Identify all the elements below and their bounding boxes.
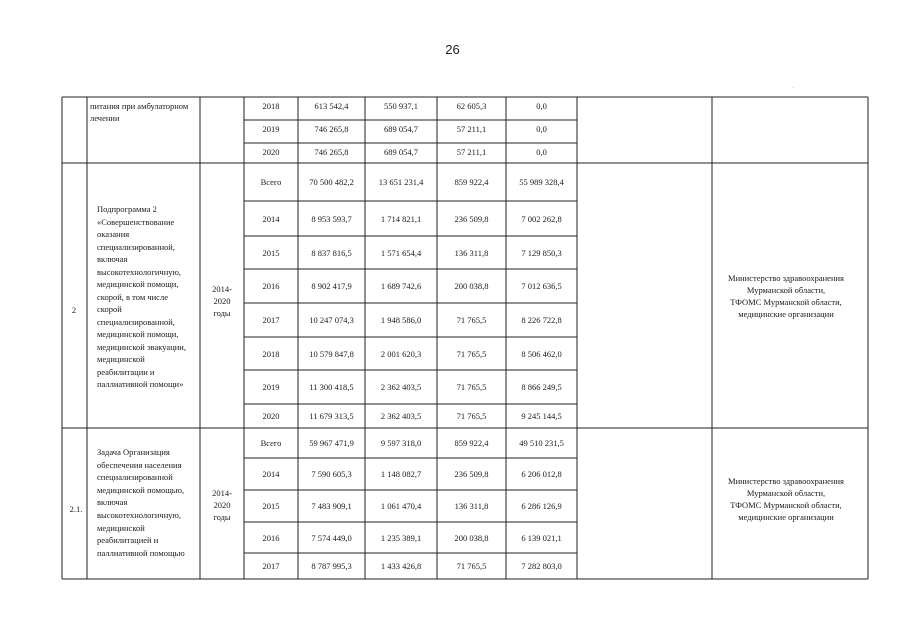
- task-name: [97, 446, 207, 559]
- subprogram-executor: [712, 272, 860, 320]
- regional-budget-cell: 1 689 742,6: [380, 281, 422, 291]
- text-line: специализированной: [97, 472, 173, 483]
- year-cell: Всего: [260, 438, 282, 448]
- year-cell: 2020: [262, 147, 280, 157]
- federal-budget-cell: 236 509,8: [454, 469, 489, 479]
- text-line: скорой, в том числе: [97, 291, 168, 302]
- tfoms-budget-cell: 7 012 636,5: [521, 281, 562, 291]
- total-cell: 746 265,8: [314, 124, 349, 134]
- federal-budget-cell: 57 211,1: [456, 124, 487, 134]
- text-line: Мурманской области,: [746, 488, 826, 498]
- tfoms-budget-cell: 8 226 722,8: [521, 315, 562, 325]
- total-cell: 8 902 417,9: [311, 281, 352, 291]
- tfoms-budget-cell: 0,0: [536, 124, 547, 134]
- text-line: медицинской помощи,: [97, 279, 179, 289]
- federal-budget-cell: 200 038,8: [454, 533, 489, 543]
- tfoms-budget-cell: 0,0: [536, 101, 547, 111]
- year-cell: 2016: [262, 281, 280, 291]
- text-line: 2020: [213, 500, 231, 510]
- text-line: включая: [97, 254, 128, 264]
- total-cell: 11 300 418,5: [309, 382, 354, 392]
- federal-budget-cell: 71 765,5: [456, 315, 487, 325]
- subprogram-name: [97, 203, 207, 391]
- text-line: включая: [97, 497, 128, 508]
- federal-budget-cell: 859 922,4: [454, 177, 489, 187]
- total-cell: 7 483 909,1: [311, 501, 352, 511]
- total-cell: 613 542,4: [314, 101, 349, 111]
- regional-budget-cell: 2 362 403,5: [380, 411, 422, 421]
- total-cell: 59 967 471,9: [309, 438, 354, 448]
- text-line: 2014-: [212, 488, 232, 498]
- year-cell: 2018: [262, 101, 280, 111]
- federal-budget-cell: 236 509,8: [454, 214, 489, 224]
- year-cell: 2014: [262, 214, 280, 224]
- federal-budget-cell: 57 211,1: [456, 147, 487, 157]
- subprogram-period: [201, 283, 243, 319]
- tfoms-budget-cell: 55 989 328,4: [519, 177, 564, 187]
- federal-budget-cell: 200 038,8: [454, 281, 489, 291]
- total-cell: 8 953 593,7: [311, 214, 352, 224]
- regional-budget-cell: 1 948 586,0: [380, 315, 422, 325]
- year-cell: 2019: [262, 382, 280, 392]
- regional-budget-cell: 1 433 426,8: [380, 561, 422, 571]
- tfoms-budget-cell: 7 282 803,0: [521, 561, 562, 571]
- total-cell: 746 265,8: [314, 147, 349, 157]
- text-line: 2014-: [212, 284, 232, 294]
- text-line: специализированной,: [97, 316, 175, 327]
- text-line: медицинские организации: [738, 512, 834, 522]
- text-line: Задача Организация: [97, 447, 170, 457]
- total-cell: 10 579 847,8: [309, 349, 354, 359]
- total-cell: 7 574 449,0: [311, 533, 352, 543]
- task-executor: [712, 475, 860, 523]
- federal-budget-cell: 71 765,5: [456, 382, 487, 392]
- text-line: высокотехнологичную,: [97, 266, 181, 277]
- federal-budget-cell: 71 765,5: [456, 349, 487, 359]
- text-line: реабилитации и: [97, 366, 155, 377]
- text-line: медицинской: [97, 522, 145, 533]
- text-line: 2020: [213, 296, 231, 306]
- total-cell: 70 500 482,2: [309, 177, 354, 187]
- text-line: медицинской помощи,: [97, 329, 179, 339]
- year-cell: Всего: [260, 177, 282, 187]
- total-cell: 11 679 313,5: [309, 411, 354, 421]
- regional-budget-cell: 550 937,1: [384, 101, 418, 111]
- regional-budget-cell: 1 148 082,7: [380, 469, 422, 479]
- text-line: годы: [213, 512, 231, 522]
- total-cell: 10 247 074,3: [309, 315, 354, 325]
- federal-budget-cell: 859 922,4: [454, 438, 489, 448]
- total-cell: 8 837 816,5: [311, 248, 352, 258]
- regional-budget-cell: 689 054,7: [384, 147, 418, 157]
- federal-budget-cell: 136 311,8: [454, 248, 489, 258]
- text-line: высокотехнологичную,: [97, 509, 181, 520]
- text-line: паллиативной помощью: [97, 547, 185, 558]
- regional-budget-cell: 689 054,7: [384, 124, 418, 134]
- text-line: специализированной,: [97, 241, 175, 252]
- subprogram-number: 2: [71, 305, 77, 315]
- text-line: «Совершенствование: [97, 216, 175, 227]
- federal-budget-cell: 62 605,3: [456, 101, 487, 111]
- text-line: медицинские организации: [738, 309, 834, 319]
- tfoms-budget-cell: 6 139 021,1: [521, 533, 562, 543]
- tfoms-budget-cell: 6 286 126,9: [521, 501, 562, 511]
- task-period: [201, 487, 243, 523]
- year-cell: 2018: [262, 349, 280, 359]
- text-line: медицинской эвакуации,: [97, 341, 186, 352]
- year-cell: 2020: [262, 411, 280, 421]
- total-cell: 7 590 605,3: [311, 469, 352, 479]
- text-line: Министерство здравоохранения: [728, 273, 844, 283]
- text-line: годы: [213, 308, 231, 318]
- regional-budget-cell: 1 571 654,4: [380, 248, 422, 258]
- text-line: реабилитацией и: [97, 535, 159, 546]
- year-cell: 2017: [262, 561, 280, 571]
- year-cell: 2016: [262, 533, 280, 543]
- regional-budget-cell: 13 651 231,4: [378, 177, 424, 187]
- federal-budget-cell: 71 765,5: [456, 411, 487, 421]
- tfoms-budget-cell: 8 506 462,0: [521, 349, 562, 359]
- text-line: ТФОМС Мурманской области,: [730, 500, 842, 510]
- task-number: 2.1.: [69, 504, 83, 514]
- year-cell: 2015: [262, 248, 280, 258]
- federal-budget-cell: 136 311,8: [454, 501, 489, 511]
- regional-budget-cell: 1 061 470,4: [380, 501, 422, 511]
- continued-name: питания при амбулаторном лечении: [90, 101, 189, 123]
- regional-budget-cell: 1 714 821,1: [380, 214, 422, 224]
- tfoms-budget-cell: 8 866 249,5: [521, 382, 562, 392]
- tfoms-budget-cell: 9 245 144,5: [521, 411, 562, 421]
- text-line: обеспечения населения: [97, 459, 182, 470]
- year-cell: 2019: [262, 124, 280, 134]
- text-line: оказания: [97, 229, 130, 239]
- text-line: Министерство здравоохранения: [728, 476, 844, 486]
- regional-budget-cell: 2 362 403,5: [380, 382, 422, 392]
- tfoms-budget-cell: 0,0: [536, 147, 547, 157]
- text-line: Подпрограмма 2: [97, 204, 157, 214]
- regional-budget-cell: 1 235 389,1: [380, 533, 422, 543]
- scan-artifact-icon: ·: [792, 84, 795, 92]
- year-cell: 2015: [262, 501, 280, 511]
- text-line: паллиативной помощи»: [97, 379, 184, 389]
- page-number: 26: [445, 42, 460, 57]
- text-line: Мурманской области,: [746, 285, 826, 295]
- text-line: скорой: [97, 304, 122, 314]
- text-line: медицинской: [97, 354, 145, 364]
- text-line: медицинской помощью,: [97, 484, 185, 495]
- tfoms-budget-cell: 7 002 262,8: [521, 214, 562, 224]
- tfoms-budget-cell: 7 129 850,3: [521, 248, 562, 258]
- federal-budget-cell: 71 765,5: [456, 561, 487, 571]
- tfoms-budget-cell: 6 206 012,8: [521, 469, 562, 479]
- year-cell: 2017: [262, 315, 280, 325]
- regional-budget-cell: 2 001 620,3: [380, 349, 422, 359]
- tfoms-budget-cell: 49 510 231,5: [519, 438, 564, 448]
- text-line: ТФОМС Мурманской области,: [730, 297, 842, 307]
- regional-budget-cell: 9 597 318,0: [380, 438, 422, 448]
- total-cell: 8 787 995,3: [311, 561, 352, 571]
- year-cell: 2014: [262, 469, 280, 479]
